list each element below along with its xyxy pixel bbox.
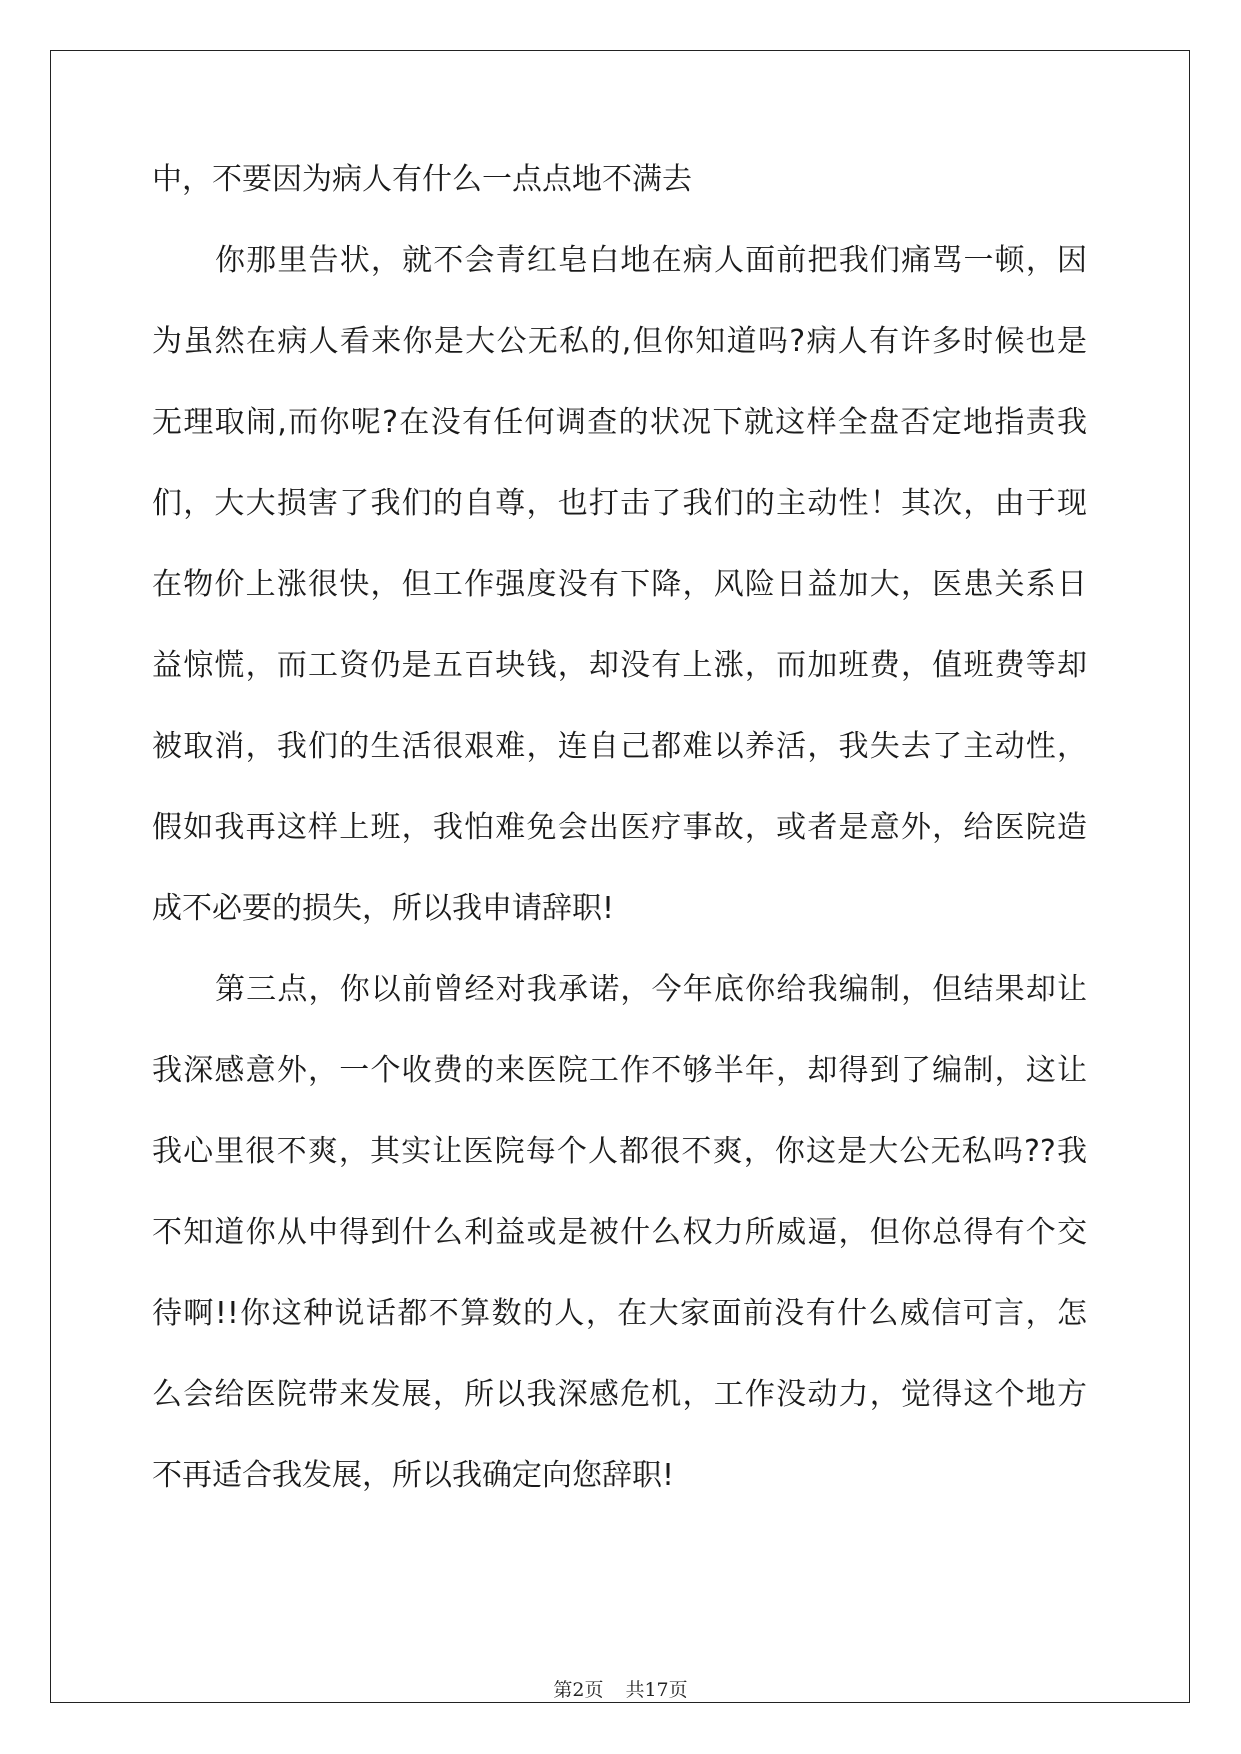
document-body bbox=[152, 162, 1087, 1539]
page-total: 共17页 bbox=[625, 1679, 688, 1701]
text-line: 被取消，我们的生活很艰难，连自己都难以养活，我失去了主动性， bbox=[152, 729, 1087, 764]
text-line: 我心里很不爽，其实让医院每个人都很不爽，你这是大公无私吗??我 bbox=[152, 1134, 1087, 1169]
paragraph-first-line: 你那里告状，就不会青红皂白地在病人面前把我们痛骂一顿，因 bbox=[215, 243, 1087, 278]
text-line: 无理取闹,而你呢?在没有任何调查的状况下就这样全盘否定地指责我 bbox=[152, 405, 1087, 440]
text-line: 中，不要因为病人有什么一点点地不满去 bbox=[152, 162, 692, 197]
page-footer bbox=[0, 1678, 1241, 1702]
text-line: 我深感意外，一个收费的来医院工作不够半年，却得到了编制，这让 bbox=[152, 1053, 1087, 1088]
text-line: 为虽然在病人看来你是大公无私的,但你知道吗?病人有许多时候也是 bbox=[152, 324, 1087, 359]
paragraph-last-line: 不再适合我发展，所以我确定向您辞职! bbox=[152, 1458, 675, 1493]
text-line: 益惊慌，而工资仍是五百块钱，却没有上涨，而加班费，值班费等却 bbox=[152, 648, 1087, 683]
paragraph-first-line: 第三点，你以前曾经对我承诺，今年底你给我编制，但结果却让 bbox=[215, 972, 1087, 1007]
text-line: 们，大大损害了我们的自尊，也打击了我们的主动性！其次，由于现 bbox=[152, 486, 1087, 521]
paragraph-last-line: 成不必要的损失，所以我申请辞职! bbox=[152, 891, 615, 926]
text-line: 么会给医院带来发展，所以我深感危机，工作没动力，觉得这个地方 bbox=[152, 1377, 1087, 1412]
text-line: 不知道你从中得到什么利益或是被什么权力所威逼，但你总得有个交 bbox=[152, 1215, 1087, 1250]
text-line: 假如我再这样上班，我怕难免会出医疗事故，或者是意外，给医院造 bbox=[152, 810, 1087, 845]
text-line: 待啊!!你这种说话都不算数的人，在大家面前没有什么威信可言，怎 bbox=[152, 1296, 1087, 1331]
page-number: 第2页 bbox=[553, 1679, 604, 1701]
text-line: 在物价上涨很快，但工作强度没有下降，风险日益加大，医患关系日 bbox=[152, 567, 1087, 602]
